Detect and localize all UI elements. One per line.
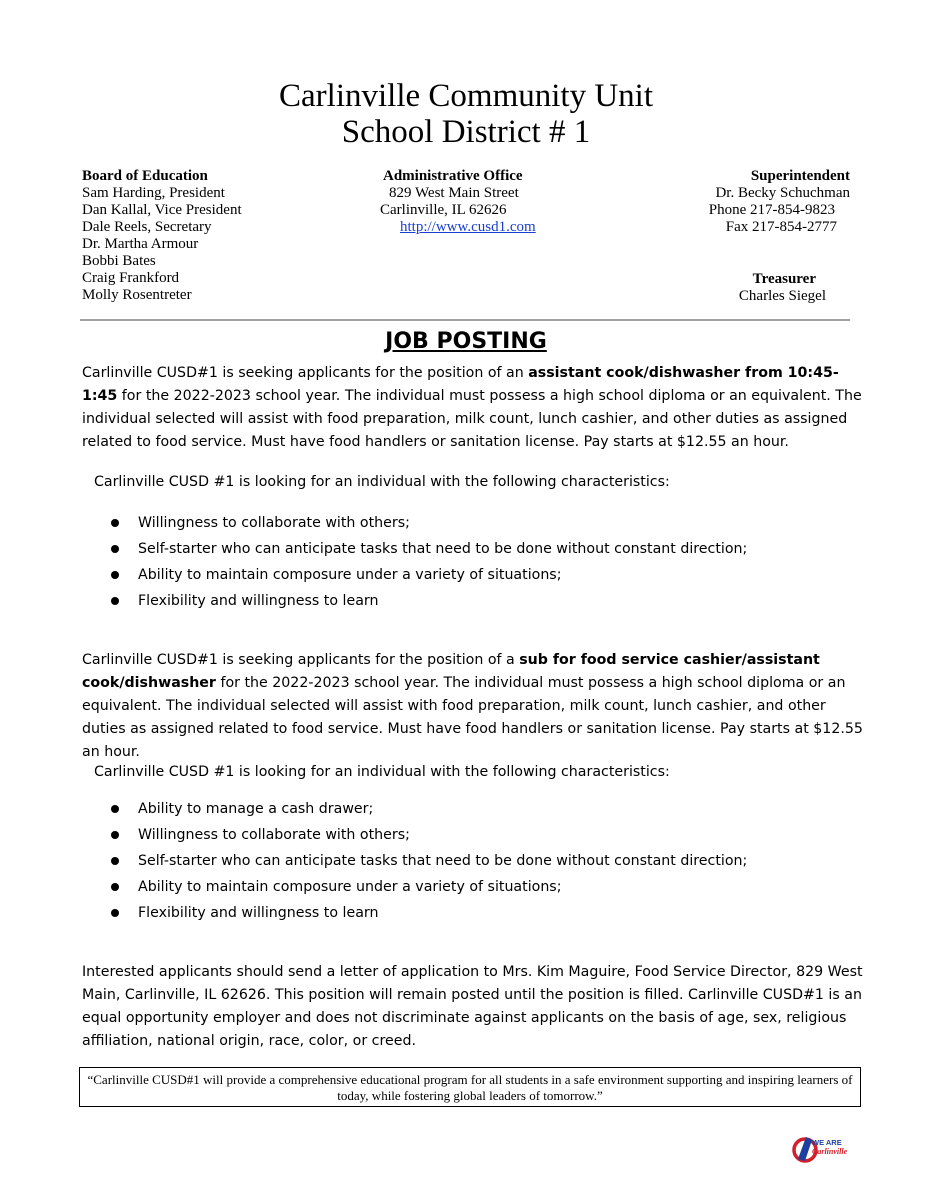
list-item: Self-starter who can anticipate tasks that need to be done without constant direction; (110, 848, 747, 874)
administrative-office (380, 168, 560, 236)
list-item: Self-starter who can anticipate tasks that need to be done without constant direction; (110, 536, 747, 562)
mission-quote-box (79, 1067, 861, 1107)
admin-street: 829 West Main Street (389, 185, 519, 201)
header-divider (80, 319, 850, 321)
superintendent (650, 168, 850, 236)
job2-intro-after: for the 2022-2023 school year. The individual must possess a high school diploma or an equivalent. The individual selected will assist with food preparation, milk count, lunch cashier, and other duties as assigned related to food service. Must have food handlers or sanitation license. Pay starts at $12.55 an hour. (82, 675, 863, 760)
job-posting-title-text: JOB POSTING (385, 329, 547, 354)
job2-position: sub for food service cashier/assistant cook/dishwasher (82, 652, 820, 691)
board-heading: Board of Education (82, 168, 208, 184)
district-title-line1: Carlinville Community Unit (279, 78, 653, 114)
list-item: Willingness to collaborate with others; (110, 510, 747, 536)
superintendent-name: Dr. Becky Schuchman (715, 185, 850, 201)
treasurer (650, 271, 850, 305)
job2-characteristics-lead: Carlinville CUSD #1 is looking for an individual with the following characteristics: (94, 764, 670, 780)
list-item: Ability to maintain composure under a variety of situations; (110, 874, 747, 900)
board-member: Dale Reels, Secretary (82, 219, 212, 235)
mission-quote: “Carlinville CUSD#1 will provide a comprehensive educational program for all students in a safe environment supporting and inspiring learners of today, while fostering global leaders of tomorrow.” (87, 1072, 853, 1103)
job1-characteristics-lead: Carlinville CUSD #1 is looking for an individual with the following characteristics: (94, 474, 670, 490)
job2-description (82, 649, 872, 764)
list-item: Ability to manage a cash drawer; (110, 796, 747, 822)
job-posting-title (0, 328, 932, 356)
treasurer-name: Charles Siegel (738, 288, 826, 304)
admin-city: Carlinville, IL 62626 (380, 202, 507, 218)
list-item: Ability to maintain composure under a variety of situations; (110, 562, 747, 588)
we-are-carlinville-logo (792, 1129, 848, 1171)
job1-position: assistant cook/dishwasher from 10:45-1:45 (82, 365, 839, 404)
superintendent-phone: Phone 217-854-9823 (708, 202, 835, 218)
district-website-link[interactable]: http://www.cusd1.com (400, 219, 536, 235)
treasurer-heading: Treasurer (752, 271, 816, 287)
board-member: Bobbi Bates (82, 253, 156, 269)
job1-characteristics-list (110, 510, 747, 614)
board-member: Dr. Martha Armour (82, 236, 199, 252)
application-instructions: Interested applicants should send a letter of application to Mrs. Kim Maguire, Food Service Director, 829 West Main, Carlinville, IL 62626. This position will remain posted until the position is filled. Carlinville CUSD#1 is an equal opportunity employer and does not discriminate against applicants on the basis of age, sex, religious affiliation, national origin, race, color, or creed. (82, 964, 863, 1049)
logo-text-line2: Carlinville (812, 1147, 848, 1156)
job2-intro-before: Carlinville CUSD#1 is seeking applicants for the position of a (82, 652, 520, 668)
superintendent-heading: Superintendent (750, 168, 850, 184)
board-member: Dan Kallal, Vice President (82, 202, 242, 218)
job2-characteristics-list (110, 796, 747, 926)
job1-intro-before: Carlinville CUSD#1 is seeking applicants for the position of an (82, 365, 529, 381)
logo-text-line1: WE ARE (812, 1138, 842, 1147)
board-member: Molly Rosentreter (82, 287, 192, 303)
board-member: Craig Frankford (82, 270, 180, 286)
board-of-education (82, 168, 242, 304)
job1-description (82, 362, 872, 454)
board-member: Sam Harding, President (82, 185, 225, 201)
job1-intro-after: for the 2022-2023 school year. The individual must possess a high school diploma or an equivalent. The individual selected will assist with food preparation, milk count, lunch cashier, and other duties as assigned related to food service. Must have food handlers or sanitation license. Pay starts at $12.55 an hour. (82, 388, 862, 450)
list-item: Flexibility and willingness to learn (110, 900, 747, 926)
superintendent-fax: Fax 217-854-2777 (725, 219, 837, 235)
list-item: Flexibility and willingness to learn (110, 588, 747, 614)
district-title-line2: School District # 1 (341, 114, 591, 150)
list-item: Willingness to collaborate with others; (110, 822, 747, 848)
admin-office-heading: Administrative Office (383, 168, 523, 184)
